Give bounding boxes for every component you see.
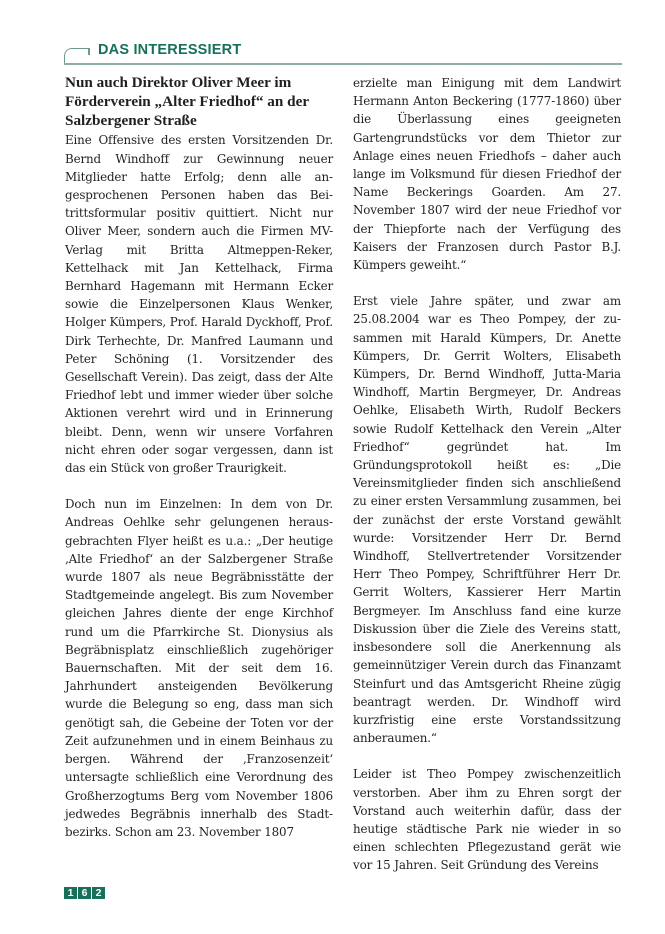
header-tick-decoration bbox=[88, 48, 90, 55]
article-paragraph: Leider ist Theo Pompey zwischenzeitlich verstorben. Aber ihm zu Ehren sorgt der Vorstand auch weiterhin dafür, dass der heutige städtische Park nie wieder in so einen schlechten Pflegezustand gerät wie vor 15 Jahren. Seit Gründung des Vereins bbox=[353, 767, 621, 873]
article-paragraph: Eine Offensive des ersten Vorsitzenden Dr. Bernd Windhoff zur Gewinnung neuer Mitglieder hatte Erfolg; denn alle angesprochenen Personen haben das Beitrittsformular positiv quittiert. Nicht nur Oliver Meer, sondern auch die Firmen MV-Verlag mit Britta Altmeppen-Reker, Kettelhack mit Jan Kettelhack, Firma Bernhard Hagemann mit Hermann Ecker sowie die Einzelpersonen Klaus Wenker, Holger Kümpers, Prof. Harald Dyckhoff, Prof. Dirk Terhechte, Dr. Manfred Laumann und Peter Schöning (1. Vorsitzender des Gesellschaft Verein). Das zeigt, dass der Alte Friedhof lebt und immer wieder über solche Aktionen verehrt wird und in Erinnerung bleibt. Denn, wenn wir unsere Vorfahren nicht ehren oder sogar vergessen, dann ist das ein Stück von großer Traurigkeit. bbox=[65, 133, 333, 476]
article-headline: Nun auch Direktor Oliver Meer im Förderverein „Alter Friedhof“ an der Salzbergener Straße bbox=[65, 74, 309, 129]
article-right-column bbox=[353, 74, 621, 875]
page-number-digit: 6 bbox=[78, 887, 91, 899]
section-header bbox=[64, 40, 622, 64]
section-title: DAS INTERESSIERT bbox=[98, 42, 242, 58]
page-number-digit: 2 bbox=[92, 887, 105, 899]
header-divider bbox=[64, 63, 622, 65]
article-paragraph: Erst viele Jahre später, und zwar am 25.08.2004 war es Theo Pompey, der zusammen mit Harald Kümpers, Dr. Anette Kümpers, Dr. Gerrit Wolters, Elisabeth Kümpers, Dr. Bernd Windhoff, Jutta-Maria Windhoff, Martin Bergmeyer, Dr. Andreas Oehlke, Elisabeth Wirth, Rudolf Beckers sowie Rudolf Kettelhack den Verein „Alter Friedhof“ gegründet hat. Im Gründungsprotokoll heißt es: „Die Vereinsmitglieder finden sich anschließend zu einer ersten Versammlung zusammen, bei der zunächst der erste Vorstand gewählt wurde: Vorsitzender Herr Dr. Bernd Windhoff, Stellvertretender Vorsitzender Herr Theo Pompey, Schriftführer Herr Dr. Gerrit Wolters, Kassierer Herr Martin Bergmeyer. Im Anschluss fand eine kurze Diskussion über die Ziele des Vereins statt, insbesondere soll die Anerkennung als gemeinnütziger Verein durch das Finanzamt Steinfurt und das Amtsgericht Rheine zügig beantragt werden. Dr. Windhoff wird kurzfristig eine erste Vorstandssitzung anberaumen.“ bbox=[353, 294, 621, 746]
article-paragraph: Doch nun im Einzelnen: In dem von Dr. Andreas Oehlke sehr gelungenen herausgebrachten Flyer heißt es u.a.: „Der heutige ‚Alte Friedhof‘ an der Salzbergener Straße wurde 1807 als neue Begräbnisstätte der Stadtgemeinde angelegt. Bis zum November gleichen Jahres diente der enge Kirchhof rund um die Pfarrkirche St. Dionysius als Begräbnisplatz einschließlich zugehöriger Bauernschaften. Mit der seit dem 16. Jahrhundert ansteigenden Bevölkerung wurde die Belegung so eng, dass man sich genötigt sah, die Gebeine der Toten vor der Zeit aufzunehmen und in einem Beinhaus zu bergen. Während der ‚Franzosenzeit‘ untersagte schließlich eine Verordnung des Großherzogtums Berg vom November 1806 jedwedes Begräbnis innerhalb des Stadtbezirks. Schon am 23. November 1807 bbox=[65, 497, 333, 839]
page-number bbox=[64, 887, 105, 899]
page-number-digit: 1 bbox=[64, 887, 77, 899]
article-paragraph: erzielte man Einigung mit dem Landwirt Hermann Anton Beckering (1777-1860) über die Überlassung eines geeigneten Gartengrundstücks vor dem Thietor zur Anlage eines neuen Friedhofs – daher auch lange im Volksmund für diesen Friedhof der Name Beckerings Goarden. Am 27. November 1807 wird der neue Friedhof vor der Thiepforte nach der Verfügung des Kaisers der Franzosen durch Pastor B.J. Kümpers geweiht.“ bbox=[353, 76, 621, 273]
header-bracket-decoration bbox=[64, 48, 88, 64]
article-left-column bbox=[65, 74, 333, 841]
